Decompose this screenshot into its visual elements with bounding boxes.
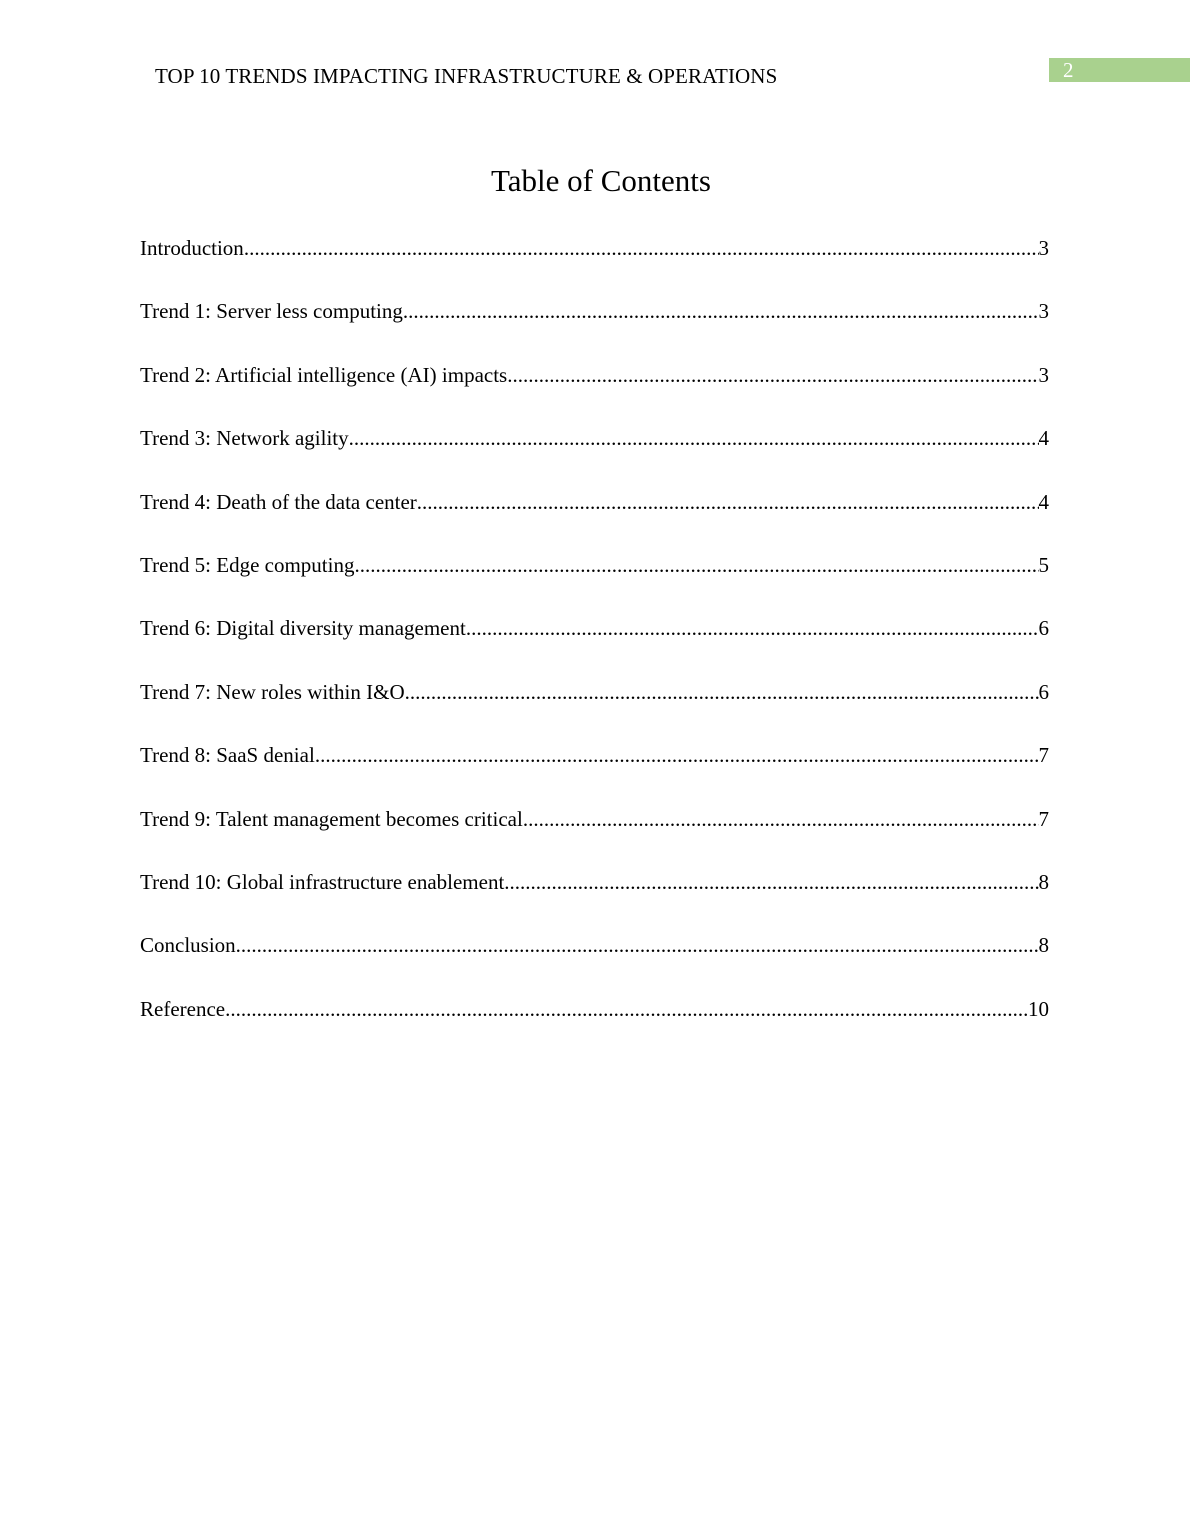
toc-dot-leader	[354, 549, 1038, 581]
toc-list	[140, 232, 1049, 1056]
toc-entry-label: Trend 7: New roles within I&O	[140, 679, 405, 704]
toc-entry-trend-1[interactable]	[140, 295, 1049, 358]
toc-dot-leader	[466, 612, 1039, 644]
running-header-title: TOP 10 TRENDS IMPACTING INFRASTRUCTURE & OPERATIONS	[155, 64, 778, 88]
toc-dot-leader	[507, 359, 1038, 391]
toc-entry-trend-3[interactable]	[140, 422, 1049, 485]
toc-dot-leader	[349, 422, 1039, 454]
page-number: 2	[1063, 58, 1074, 82]
toc-entry-page: 6	[1038, 679, 1049, 704]
toc-entry-label: Introduction	[140, 236, 244, 260]
toc-entry-trend-10[interactable]	[140, 866, 1049, 929]
toc-entry-page: 4	[1038, 489, 1049, 514]
toc-entry-label: Trend 6: Digital diversity management	[140, 616, 466, 641]
page-number-badge	[1049, 58, 1190, 82]
toc-entry-trend-5[interactable]	[140, 549, 1049, 612]
toc-entry-label: Trend 9: Talent management becomes critical	[140, 806, 523, 831]
toc-dot-leader	[244, 232, 1039, 264]
toc-entry-page: 7	[1038, 806, 1049, 831]
toc-entry-conclusion[interactable]	[140, 929, 1049, 992]
toc-entry-page: 8	[1038, 869, 1049, 894]
toc-dot-leader	[504, 866, 1038, 898]
toc-entry-trend-6[interactable]	[140, 612, 1049, 675]
toc-dot-leader	[236, 929, 1039, 961]
toc-entry-introduction[interactable]	[140, 232, 1049, 295]
toc-entry-page: 3	[1038, 236, 1049, 260]
toc-entry-page: 3	[1038, 362, 1049, 387]
toc-dot-leader	[417, 486, 1039, 518]
toc-dot-leader	[315, 739, 1039, 771]
toc-entry-trend-9[interactable]	[140, 803, 1049, 866]
toc-entry-label: Trend 4: Death of the data center	[140, 489, 417, 514]
toc-entry-page: 7	[1038, 743, 1049, 768]
toc-entry-trend-8[interactable]	[140, 739, 1049, 802]
toc-entry-page: 3	[1038, 299, 1049, 324]
toc-entry-label: Trend 3: Network agility	[140, 426, 349, 451]
toc-entry-trend-4[interactable]	[140, 486, 1049, 549]
toc-entry-label: Reference	[140, 996, 226, 1021]
toc-dot-leader	[405, 676, 1039, 708]
toc-entry-page: 8	[1038, 933, 1049, 958]
toc-entry-trend-2[interactable]	[140, 359, 1049, 422]
toc-entry-trend-7[interactable]	[140, 676, 1049, 739]
toc-entry-label: Trend 5: Edge computing	[140, 552, 355, 577]
toc-entry-label: Trend 10: Global infrastructure enablement	[140, 869, 505, 894]
toc-entry-page: 4	[1038, 426, 1049, 451]
toc-dot-leader	[225, 993, 1028, 1025]
toc-entry-page: 10	[1028, 996, 1049, 1021]
toc-title: Table of Contents	[491, 163, 711, 198]
toc-entry-reference[interactable]	[140, 993, 1049, 1056]
toc-entry-label: Trend 2: Artificial intelligence (AI) impacts	[140, 362, 508, 387]
toc-dot-leader	[523, 803, 1039, 835]
toc-entry-page: 6	[1038, 616, 1049, 641]
toc-entry-label: Trend 8: SaaS denial	[140, 743, 315, 768]
toc-entry-label: Trend 1: Server less computing	[140, 299, 403, 324]
toc-entry-label: Conclusion	[140, 933, 236, 958]
toc-dot-leader	[403, 295, 1039, 327]
toc-entry-page: 5	[1038, 552, 1049, 577]
